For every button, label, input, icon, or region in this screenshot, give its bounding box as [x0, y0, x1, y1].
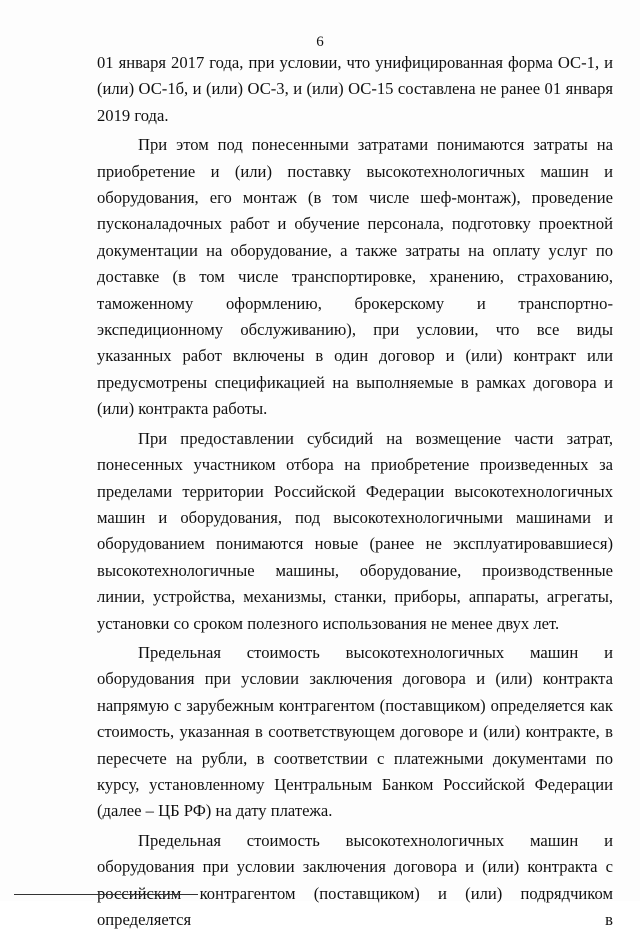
paragraph-continuation: 01 января 2017 года, при условии, что унифицированная форма ОС-1, и (или) ОС-1б, и (или) ОС-3, и (или) ОС-15 составлена не ранее 01 января 2019 года.	[97, 53, 613, 125]
footer-divider	[14, 894, 198, 895]
paragraph-high-tech-equipment: При предоставлении субсидий на возмещение части затрат, понесенных участником отбора на приобретение произведенных за пределами территории Российской Федерации высокотехнологичных машин и оборудования, под высокотехнологичными машинами и оборудованием понимаются новые (ранее не эксплуатировавшиеся) высокотехнологичные машины, оборудование, производственные линии, устройства, механизмы, станки, приборы, аппараты, агрегаты, установки со сроком полезного использования не менее двух лет.	[97, 428, 613, 633]
paragraph-foreign-contractor-cost: Предельная стоимость высокотехнологичных машин и оборудования при условии заключения договора и (или) контракта напрямую с зарубежным контрагентом (поставщиком) определяется как стоимость, указанная в соответствующем договоре и (или) контракте, в пересчете на рубли, в соответствии с платежными документами по курсу, установленному Центральным Банком Российской Федерации (далее – ЦБ РФ) на дату платежа.	[97, 642, 613, 821]
paragraph-russian-contractor-cost: Предельная стоимость высокотехнологичных машин и оборудования при условии заключения договора и (или) контракта с российским контрагентом (поставщиком) и (или) подрядчиком определяется в	[97, 830, 613, 929]
page-number: 6	[316, 34, 324, 50]
document-body	[97, 50, 613, 933]
paragraph-incurred-costs: При этом под понесенными затратами понимаются затраты на приобретение и (или) поставку высокотехнологичных машин и оборудования, его монтаж (в том числе шеф-монтаж), проведение пусконаладочных работ и обучение персонала, подготовку проектной документации на оборудование, а также затраты на оплату услуг по доставке (в том числе транспортировке, хранению, страхованию, таможенному оформлению, брокерскому и транспортно-экспедиционному обслуживанию), при условии, что все виды указанных работ включены в один договор и (или) контракт или предусмотрены спецификацией на выполняемые в рамках договора и (или) контракта работы.	[97, 135, 613, 419]
